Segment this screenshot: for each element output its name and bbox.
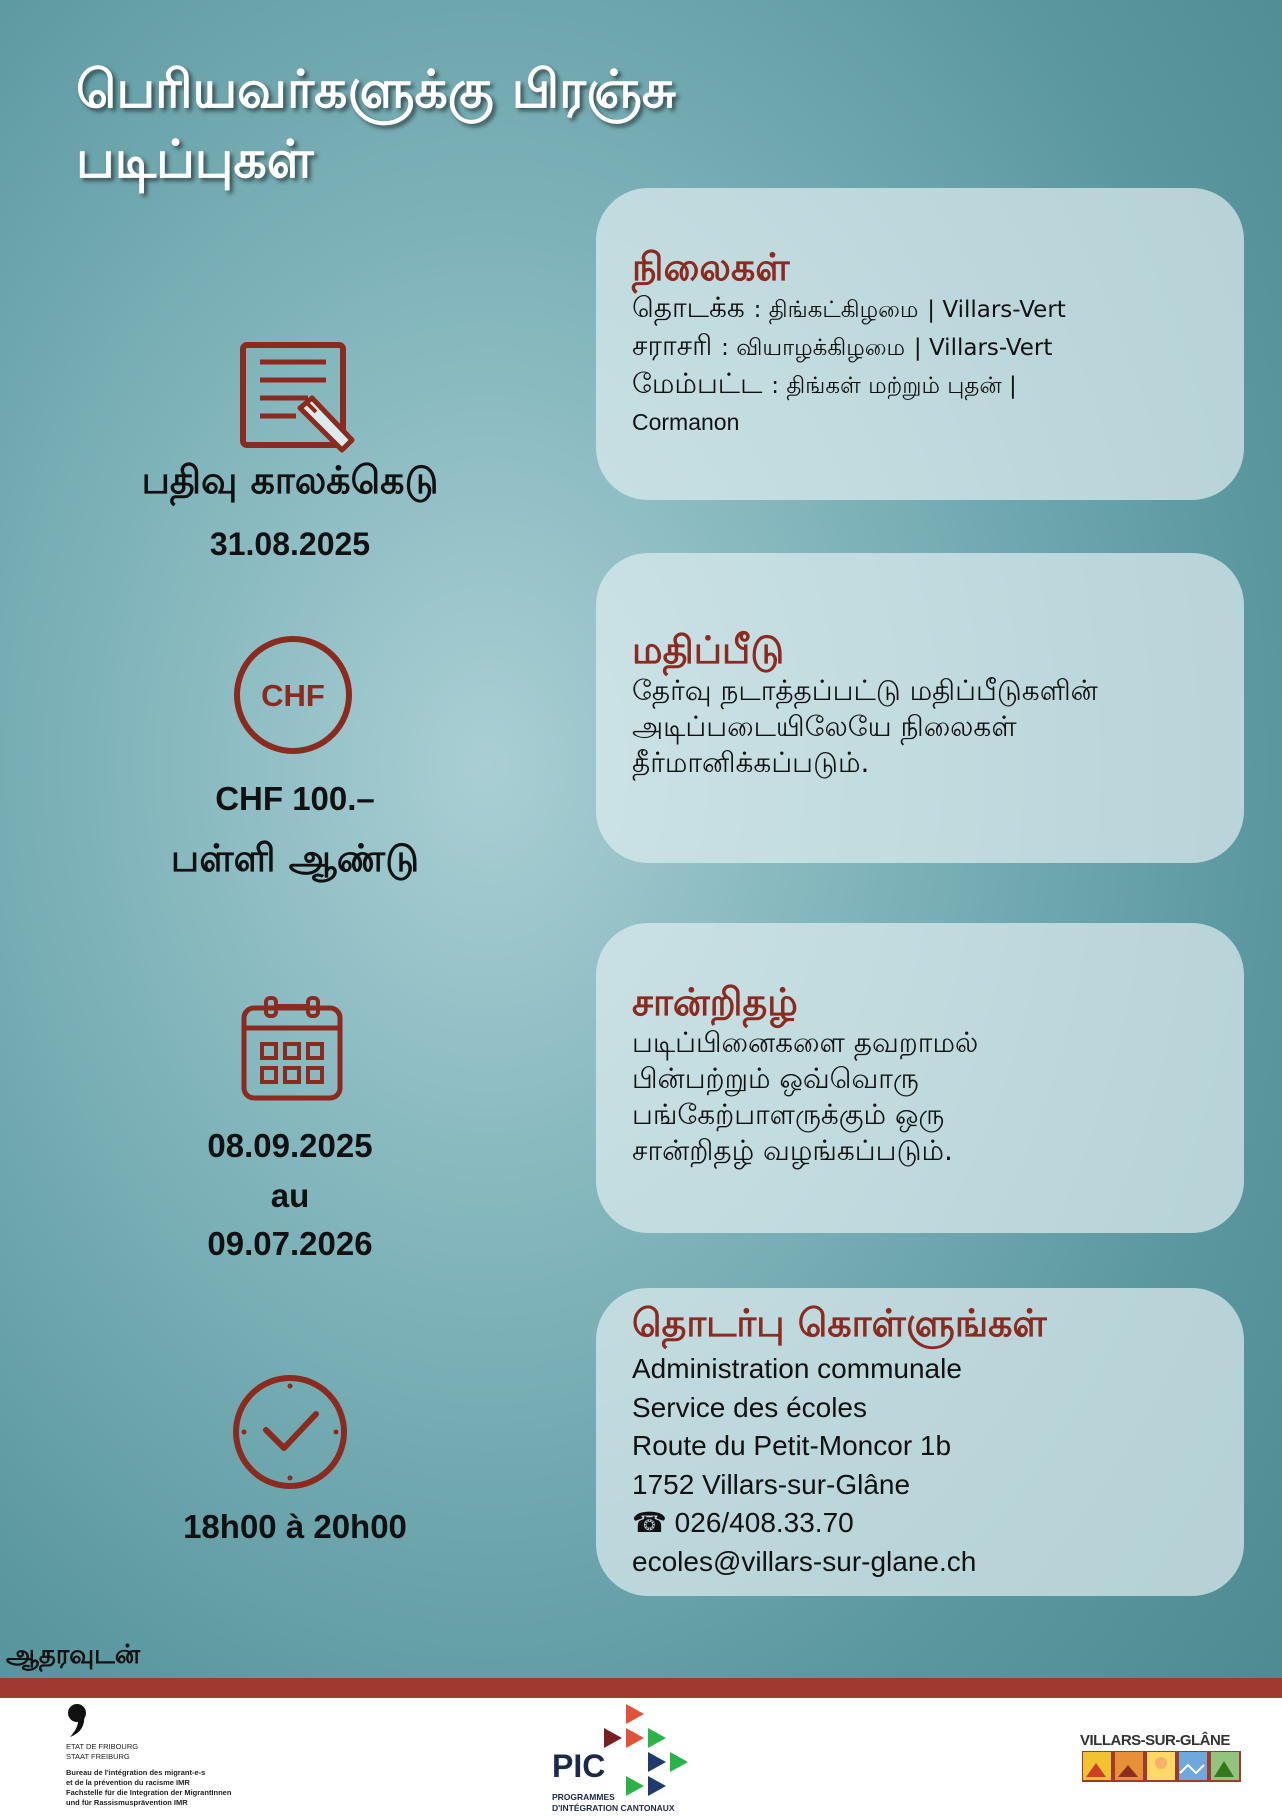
evaluation-line: அடிப்படையிலேயே நிலைகள் [632, 710, 1017, 743]
contact-email-link[interactable]: ecoles@villars-sur-glane.ch [632, 1545, 977, 1577]
contact-line: Route du Petit-Moncor 1b [632, 1430, 952, 1461]
footer-band [0, 1678, 1282, 1698]
period-start-date: 08.09.2025 [207, 1127, 373, 1164]
certificate-line: சான்றிதழ் வழங்கப்படும். [632, 1134, 953, 1167]
fribourg-line-6: und für Rassismusprävention IMR [66, 1798, 188, 1807]
chf-coin-icon [230, 632, 356, 758]
title-line-2: படிப்புகள் [76, 130, 314, 190]
level-place: | Villars-Vert [927, 297, 1066, 323]
title-line-1: பெரியவர்களுக்கு பிரஞ்சு [76, 60, 676, 120]
certificate-card [596, 923, 1244, 1233]
level-name: மேம்பட்ட [632, 367, 763, 400]
calendar-icon [240, 994, 344, 1104]
registration-deadline-label: பதிவு காலக்கெடு [141, 458, 439, 502]
certificate-line: பின்பற்றும் ஒவ்வொரு [632, 1062, 919, 1095]
evaluation-line: தேர்வு நடாத்தப்பட்டு மதிப்பீடுகளின் [632, 674, 1098, 707]
evaluation-title: மதிப்பீடு [632, 628, 785, 672]
fribourg-line-3: Bureau de l'intégration des migrant-e-s [66, 1768, 206, 1777]
support-label: ஆதரவுடன் [6, 1640, 141, 1670]
fribourg-line-5: Fachstelle für die Integration der MigrantInnen [66, 1788, 232, 1797]
pic-name: PIC [552, 1748, 606, 1784]
contact-card [596, 1288, 1244, 1596]
level-day: : திங்கட்கிழமை [753, 297, 919, 323]
level-place: | Villars-Vert [913, 335, 1053, 361]
pic-arrows-logo [596, 1704, 706, 1800]
registration-deadline-date: 31.08.2025 [209, 526, 371, 562]
levels-card [596, 188, 1244, 500]
level-line-intermediate [632, 328, 1208, 366]
fribourg-line-1: ETAT DE FRIBOURG [66, 1742, 139, 1751]
phone-number: 026/408.33.70 [674, 1507, 854, 1538]
registration-form-icon [238, 340, 358, 460]
fribourg-text [66, 1742, 231, 1808]
pic-sub-2: D'INTÉGRATION CANTONAUX [552, 1803, 675, 1813]
evaluation-line: தீர்மானிக்கப்படும். [632, 746, 870, 779]
level-line-advanced [632, 366, 1208, 404]
page-title [76, 55, 976, 195]
level-last-place [632, 404, 1208, 440]
level-name: தொடக்க [632, 291, 745, 324]
fribourg-comma-logo [66, 1703, 88, 1739]
evaluation-card [596, 553, 1244, 863]
contact-line: Administration communale [632, 1353, 962, 1384]
fribourg-line-2: STAAT FREIBURG [66, 1752, 130, 1761]
contact-line: 1752 Villars-sur-Glâne [632, 1468, 911, 1500]
villars-logo-name: VILLARS-SUR-GLÂNE [1080, 1732, 1230, 1749]
certificate-line: படிப்பினைகளை தவறாமல் [632, 1026, 979, 1059]
contact-line: Service des écoles [632, 1391, 868, 1423]
villars-logo-graphic [1082, 1751, 1242, 1785]
clock-icon [230, 1372, 350, 1492]
contact-title: தொடர்பு கொள்ளுங்கள் [632, 1301, 1047, 1345]
pic-sub-1: PROGRAMMES [552, 1792, 615, 1802]
fee-amount: CHF 100.– [215, 780, 375, 817]
certificate-title: சான்றிதழ் [632, 980, 798, 1024]
certificate-line: பங்கேற்பாளருக்கும் ஒரு [632, 1098, 945, 1131]
phone-icon: ☎ [632, 1507, 667, 1538]
level-name: சராசரி [632, 329, 713, 362]
levels-title: நிலைகள் [632, 245, 790, 289]
contact-phone[interactable] [632, 1504, 1208, 1543]
level-line-beginner [632, 290, 1208, 328]
course-time: 18h00 à 20h00 [183, 1508, 407, 1545]
period-connector: au [270, 1177, 310, 1214]
footer [0, 1698, 1282, 1820]
period-end-date: 09.07.2026 [207, 1225, 373, 1262]
level-day: : வியாழக்கிழமை [721, 335, 905, 361]
chf-icon-text: CHF [261, 678, 325, 713]
level-place-cormanon: Cormanon [632, 409, 740, 435]
level-day: : திங்கள் மற்றும் புதன் | [771, 373, 1017, 399]
fee-period: பள்ளி ஆண்டு [170, 836, 420, 880]
fribourg-line-4: et de la prévention du racisme IMR [66, 1778, 190, 1787]
